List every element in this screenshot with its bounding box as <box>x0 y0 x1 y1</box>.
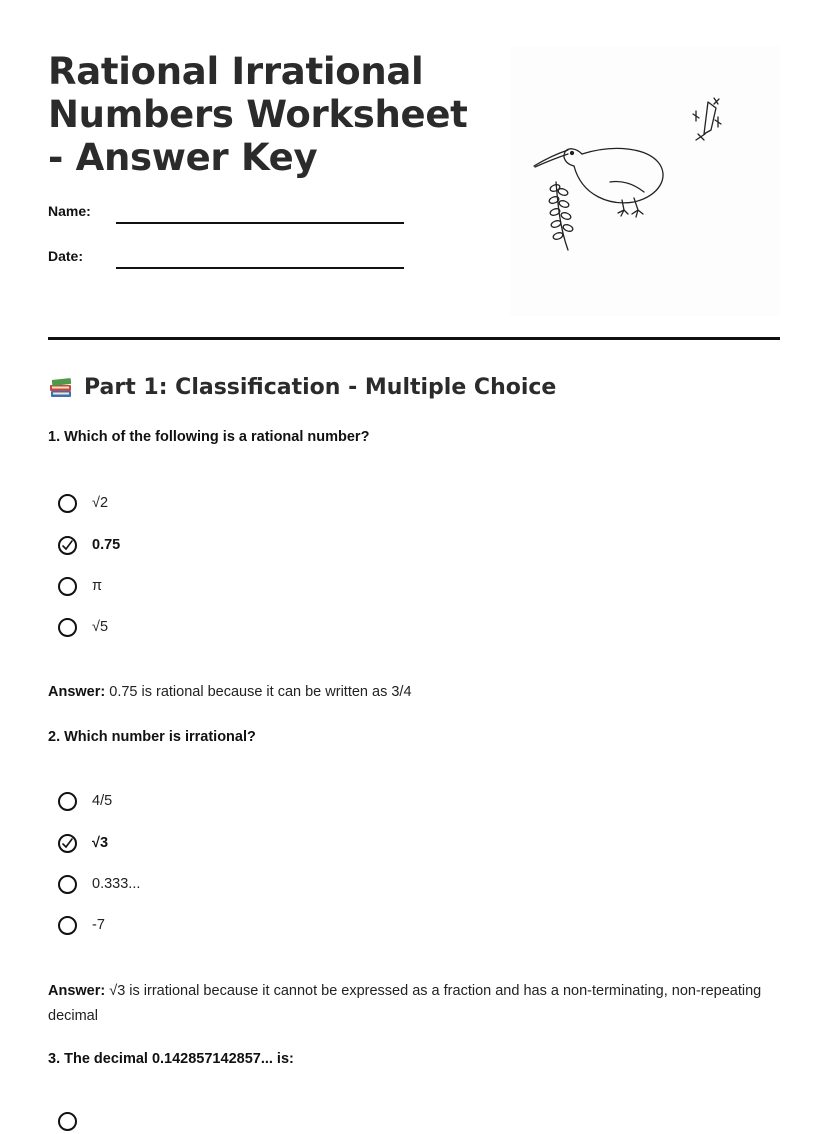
answer-2 <box>48 979 768 1029</box>
option-q1-b[interactable] <box>58 532 120 558</box>
question-1-prompt: 1. Which of the following is a rational number? <box>48 429 370 445</box>
answer-label: Answer: <box>48 684 106 700</box>
radio-icon[interactable] <box>58 875 77 894</box>
radio-icon[interactable] <box>58 494 77 513</box>
fern-icon <box>548 182 573 250</box>
date-label: Date: <box>48 248 84 264</box>
section-heading <box>48 374 556 400</box>
radio-checked-icon[interactable] <box>58 834 77 853</box>
option-label: 4/5 <box>92 793 113 809</box>
kiwi-bird-icon <box>534 148 663 217</box>
option-label: -7 <box>92 917 105 933</box>
answer-1 <box>48 680 768 705</box>
option-q2-b[interactable] <box>58 830 108 856</box>
option-label: √2 <box>92 495 109 511</box>
radio-icon[interactable] <box>58 577 77 596</box>
header-divider <box>48 337 780 340</box>
question-3-prompt: 3. The decimal 0.142857142857... is: <box>48 1051 294 1067</box>
option-label: √5 <box>92 619 109 635</box>
constellation-icon <box>693 98 721 140</box>
option-q3-a[interactable] <box>58 1108 77 1134</box>
date-field[interactable] <box>116 267 404 269</box>
question-2-prompt: 2. Which number is irrational? <box>48 729 256 745</box>
option-label: π <box>92 578 103 594</box>
radio-icon[interactable] <box>58 792 77 811</box>
books-icon <box>48 374 74 400</box>
option-q1-a[interactable] <box>58 490 108 516</box>
section-title: Part 1: Classification - Multiple Choice <box>84 374 557 400</box>
option-q2-a[interactable] <box>58 788 112 814</box>
answer-text: √3 is irrational because it cannot be expressed as a fraction and has a non-terminating, non-repeating decimal <box>48 983 762 1024</box>
option-q1-c[interactable] <box>58 573 102 599</box>
option-q2-c[interactable] <box>58 871 140 897</box>
answer-label: Answer: <box>48 983 106 999</box>
radio-icon[interactable] <box>58 1112 77 1131</box>
radio-icon[interactable] <box>58 916 77 935</box>
option-label: 0.333... <box>92 876 141 892</box>
page-title: Rational Irrational Numbers Worksheet - Answer Key <box>48 50 468 179</box>
kiwi-illustration <box>510 46 780 316</box>
name-field[interactable] <box>116 222 404 224</box>
radio-icon[interactable] <box>58 618 77 637</box>
option-label: √3 <box>92 835 109 851</box>
option-label: 0.75 <box>92 537 121 553</box>
option-q2-d[interactable] <box>58 912 105 938</box>
answer-text: 0.75 is rational because it can be written as 3/4 <box>109 684 412 700</box>
name-label: Name: <box>48 203 91 219</box>
radio-checked-icon[interactable] <box>58 536 77 555</box>
option-q1-d[interactable] <box>58 614 108 640</box>
